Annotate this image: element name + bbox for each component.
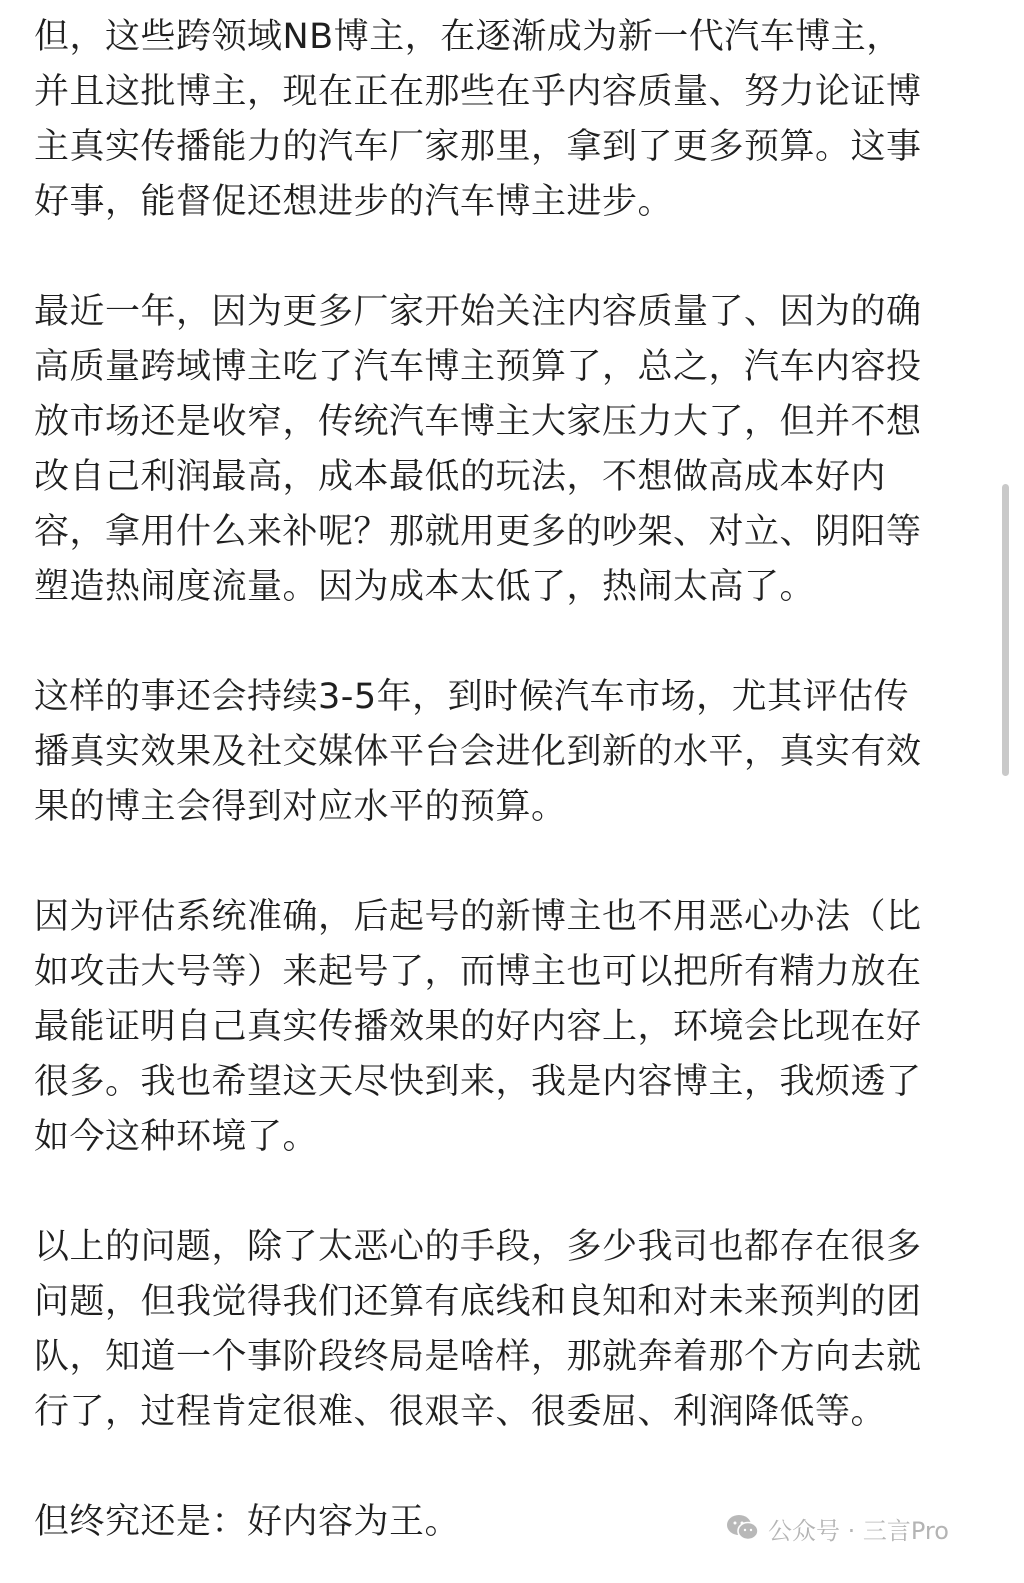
text-line: 很多。我也希望这天尽快到来，我是内容博主，我烦透了: [34, 1062, 922, 1102]
text-line: 播真实效果及社交媒体平台会进化到新的水平，真实有效: [34, 732, 922, 772]
article-body: [34, 10, 984, 1550]
paragraph-gap: [34, 1165, 984, 1220]
paragraph-gap: [34, 1440, 984, 1495]
text-line: 以上的问题，除了太恶心的手段，多少我司也都存在很多: [34, 1227, 922, 1267]
text-line: 但终究还是：好内容为王。: [34, 1502, 461, 1542]
paragraph-gap: [34, 615, 984, 670]
scrollbar-thumb[interactable]: [1002, 484, 1009, 776]
text-line: 放市场还是收窄，传统汽车博主大家压力大了，但并不想: [34, 402, 922, 442]
text-line: 果的博主会得到对应水平的预算。: [34, 787, 567, 827]
text-line: 最近一年，因为更多厂家开始关注内容质量了、因为的确: [34, 292, 922, 332]
text-line: 因为评估系统准确，后起号的新博主也不用恶心办法（比: [34, 897, 922, 937]
text-line: 好事，能督促还想进步的汽车博主进步。: [34, 182, 674, 222]
text-line: 改自己利润最高，成本最低的玩法，不想做高成本好内: [34, 457, 887, 497]
text-line: 高质量跨域博主吃了汽车博主预算了，总之，汽车内容投: [34, 347, 922, 387]
text-line: 问题，但我觉得我们还算有底线和良知和对未来预判的团: [34, 1282, 922, 1322]
text-line: 并且这批博主，现在正在那些在乎内容质量、努力论证博: [34, 72, 922, 112]
text-line: 如今这种环境了。: [34, 1117, 319, 1157]
paragraph: [34, 670, 984, 835]
watermark: [726, 1508, 949, 1548]
text-line: 塑造热闹度流量。因为成本太低了，热闹太高了。: [34, 567, 816, 607]
text-line: 最能证明自己真实传播效果的好内容上，环境会比现在好: [34, 1007, 922, 1047]
paragraph: [34, 890, 984, 1165]
watermark-text: 公众号 · 三言Pro: [768, 1516, 949, 1545]
paragraph: [34, 1220, 984, 1440]
text-line: 但，这些跨领域NB博主，在逐渐成为新一代汽车博主，: [34, 17, 902, 57]
text-line: 队，知道一个事阶段终局是啥样，那就奔着那个方向去就: [34, 1337, 922, 1377]
text-line: 这样的事还会持续3-5年，到时候汽车市场，尤其评估传: [34, 677, 910, 717]
text-line: 容，拿用什么来补呢？那就用更多的吵架、对立、阴阳等: [34, 512, 922, 552]
text-line: 主真实传播能力的汽车厂家那里，拿到了更多预算。这事: [34, 127, 922, 167]
paragraph-gap: [34, 835, 984, 890]
paragraph: [34, 285, 984, 615]
text-line: 行了，过程肯定很难、很艰辛、很委屈、利润降低等。: [34, 1392, 887, 1432]
wechat-icon: [726, 1513, 760, 1543]
text-line: 如攻击大号等）来起号了，而博主也可以把所有精力放在: [34, 952, 922, 992]
paragraph-gap: [34, 230, 984, 285]
paragraph: [34, 10, 984, 230]
